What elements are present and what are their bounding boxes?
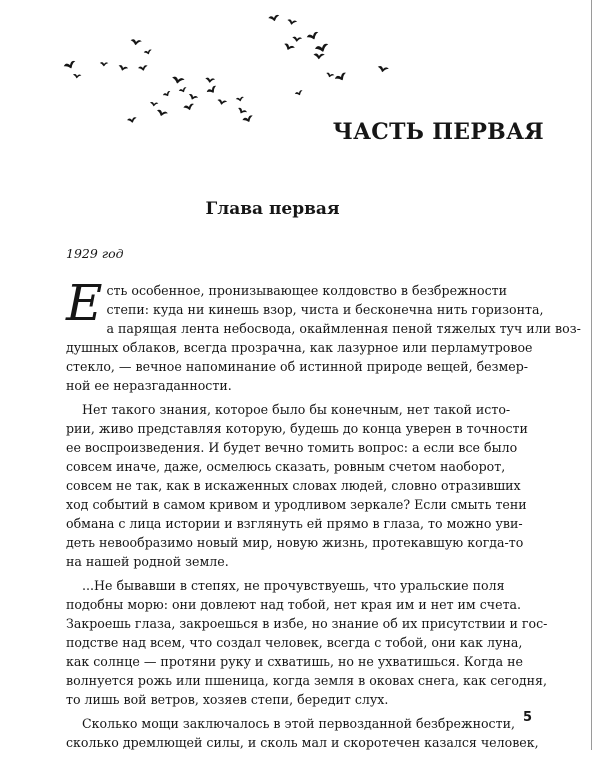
- text-line: ее воспроизведения. И будет вечно томить вопрос: а если все было: [66, 440, 518, 455]
- paragraph: [66, 714, 539, 752]
- paragraph: [66, 576, 548, 709]
- text-line: степи: куда ни кинешь взор, чиста и бесконечна нить горизонта,: [106, 302, 544, 317]
- chapter-body: [66, 274, 581, 757]
- text-line: совсем не так, как в искаженных словах людей, словно отразивших: [66, 478, 521, 493]
- text-line: подобны морю: они довлеют над тобой, нет края им и нет им счета.: [66, 597, 522, 612]
- text-line: сть особенное, пронизывающее колдовство в безбрежности: [106, 283, 508, 298]
- part-title: ЧАСТЬ ПЕРВАЯ: [332, 119, 544, 145]
- text-line: совсем иначе, даже, осмелюсь сказать, ровным счетом наоборот,: [66, 459, 506, 474]
- page-number: 5: [522, 710, 532, 725]
- flock-of-birds-icon: [0, 0, 600, 130]
- text-line: а парящая лента небосвода, окаймленная пеной тяжелых туч или воз-: [106, 321, 581, 336]
- chapter-title: Глава первая: [205, 199, 340, 219]
- text-line: рии, живо представляя которую, будешь до конца уверен в точности: [66, 421, 528, 436]
- text-line: Нет такого знания, которое было бы конечным, нет такой исто-: [82, 402, 511, 417]
- text-line: ной ее неразгаданности.: [66, 378, 232, 393]
- text-line: деть невообразимо новый мир, новую жизнь, протекавшую когда-то: [66, 535, 524, 550]
- text-line: ход событий в самом кривом и уродливом зеркале? Если смыть тени: [66, 497, 527, 512]
- text-line: стекло, — вечное напоминание об истинной природе вещей, безмер-: [66, 359, 529, 374]
- text-line: как солнце — протяни руку и схватишь, но не ухватишься. Когда не: [66, 654, 523, 669]
- text-line: сколько дремлющей силы, и сколь мал и скоротечен казался человек,: [66, 735, 539, 750]
- paragraph: [66, 274, 581, 395]
- text-line: то лишь вой ветров, хозяев степи, бередит слух.: [66, 692, 389, 707]
- text-line: на нашей родной земле.: [66, 554, 229, 569]
- drop-cap: Е: [66, 274, 103, 332]
- text-line: Закроешь глаза, закроешься в избе, но знание об их присутствии и гос-: [66, 616, 548, 631]
- text-line: подстве над всем, что создал человек, всегда с тобой, они как луна,: [66, 635, 523, 650]
- text-line: обмана с лица истории и взглянуть ей прямо в глаза, то можно уви-: [66, 516, 523, 531]
- text-line: волнуется рожь или пшеница, когда земля в оковах снега, как сегодня,: [66, 673, 547, 688]
- text-line: душных облаков, всегда прозрачна, как лазурное или перламутровое: [66, 340, 533, 355]
- chapter-year: 1929 год: [66, 246, 124, 261]
- text-line: Сколько мощи заключалось в этой первозданной безбрежности,: [82, 716, 515, 731]
- paragraph: [66, 400, 528, 571]
- text-line: ...Не бывавши в степях, не прочувствуешь, что уральские поля: [82, 578, 505, 593]
